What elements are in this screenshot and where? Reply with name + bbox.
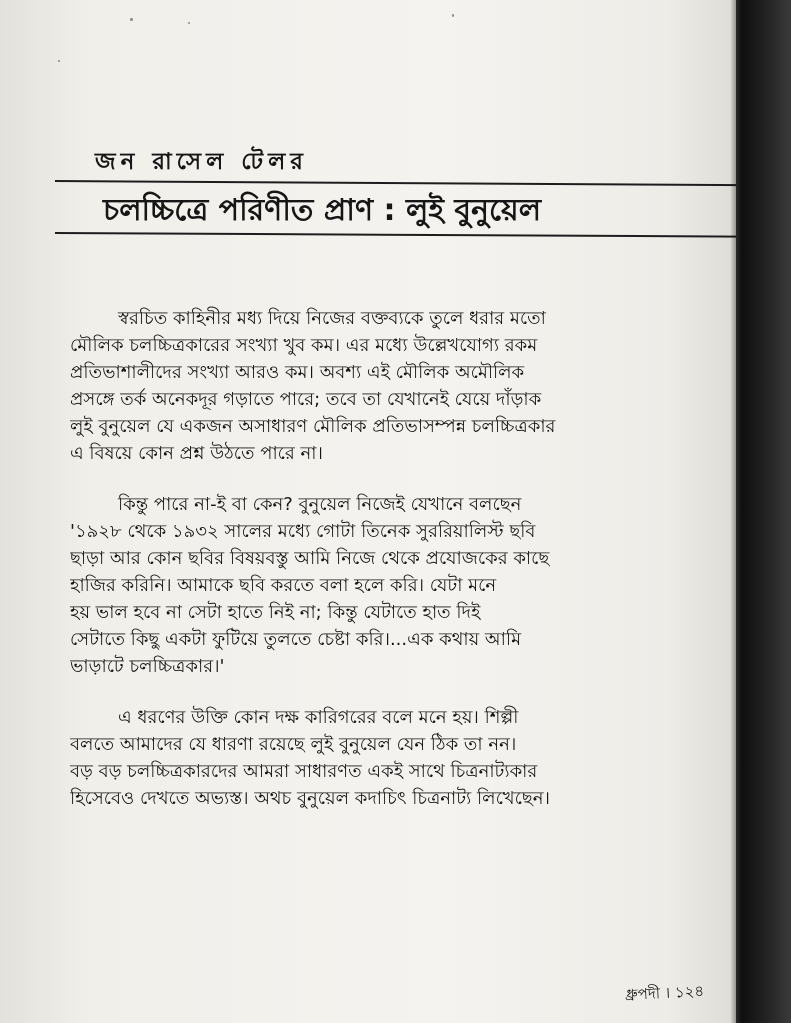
book-spine [736,0,791,1023]
text-line: সেটাতে কিছু একটা ফুটিয়ে তুলতে চেষ্টা করি।...এক কথায় আমি [70,629,522,650]
paragraph-3 [70,704,740,812]
text-line: হিসেবেও দেখতে অভ্যস্ত। অথচ বুনুয়েল কদাচিৎ চিত্রনাট্য লিখেছেন। [70,788,550,809]
text-line: এ বিষয়ে কোন প্রশ্ন উঠতে পারে না। [70,443,323,464]
text-line: মৌলিক চলচ্চিত্রকারের সংখ্যা খুব কম। এর মধ্যে উল্লেখযোগ্য রকম [70,335,538,356]
paper-speck [130,18,133,21]
page-footer: ধ্রুপদী । ১২৪ [624,981,705,1005]
text-line: ছাড়া আর কোন ছবির বিষয়বস্তু আমি নিজে থেকে প্রযোজকের কাছে [70,548,550,569]
article-body [70,305,740,836]
author-name: জন রাসেল টেলর [95,149,308,175]
text-line: হাজির করিনি। আমাকে ছবি করতে বলা হলে করি। যেটা মনে [70,575,497,596]
paragraph-1 [70,305,740,467]
text-line: লুই বুনুয়েল যে একজন অসাধারণ মৌলিক প্রতিভাসম্পন্ন চলচ্চিত্রকার [70,416,556,437]
text-line: হয় ভাল হবে না সেটা হাতে নিই না; কিন্তু যেটাতে হাত দিই [70,602,481,623]
text-line: ভাড়াটে চলচ্চিত্রকার।' [70,656,225,677]
paragraph-2 [70,491,740,680]
text-line: প্রতিভাশালীদের সংখ্যা আরও কম। অবশ্য এই মৌলিক অমৌলিক [70,362,525,383]
paper-speck [188,22,190,24]
text-line: এ ধরণের উক্তি কোন দক্ষ কারিগরের বলে মনে হয়। শিল্পী [118,707,519,728]
text-line: বলতে আমাদের যে ধারণা রয়েছে লুই বুনুয়েল যেন ঠিক তা নন। [70,734,517,755]
paper-speck [452,14,454,17]
text-line: প্রসঙ্গে তর্ক অনেকদূর গড়াতে পারে; তবে তা যেখানেই যেয়ে দাঁড়াক [70,389,542,410]
text-line: বড় বড় চলচ্চিত্রকারদের আমরা সাধারণত একই সাথে চিত্রনাট্যকার [70,761,538,782]
text-line: কিন্তু পারে না-ই বা কেন? বুনুয়েল নিজেই যেখানে বলছেন [118,494,522,515]
text-line: '১৯২৮ থেকে ১৯৩২ সালের মধ্যে গোটা তিনেক সুররিয়ালিস্ট ছবি [70,521,536,542]
paper-speck [58,60,60,62]
text-line: স্বরচিত কাহিনীর মধ্য দিয়ে নিজের বক্তব্যকে তুলে ধরার মতো [118,308,546,329]
article-title: চলচ্চিত্রে পরিণীত প্রাণ : লুই বুনুয়েল [103,193,542,228]
